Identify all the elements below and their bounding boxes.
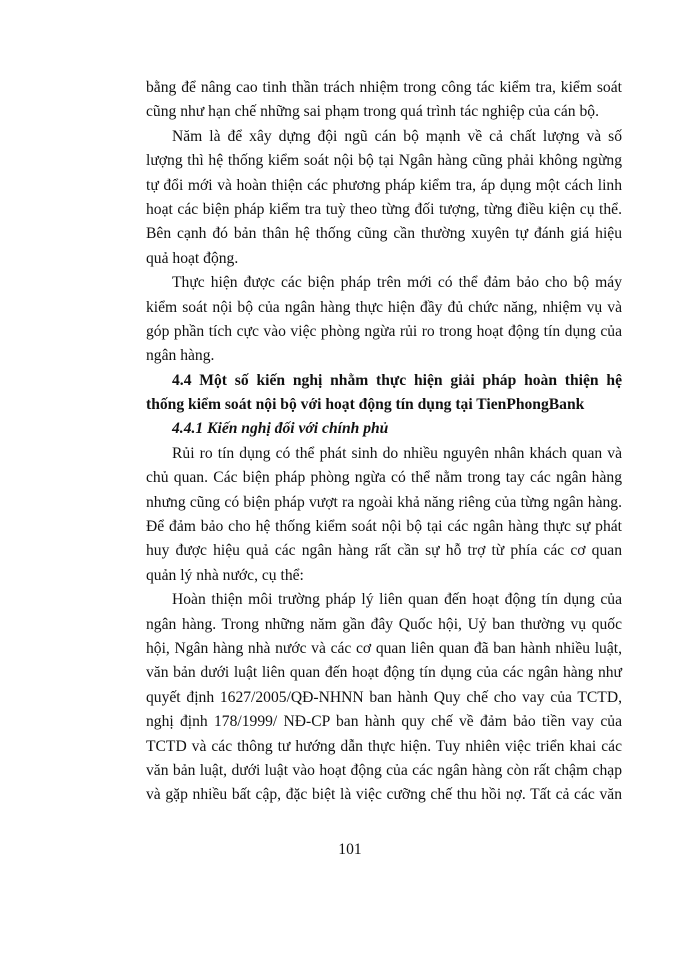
text-line: ngân hàng. [146, 347, 215, 365]
text-line: lượng thì hệ thống kiểm soát nội bộ tại Ngân hàng cũng phải không ngừng [146, 152, 622, 170]
subsection-heading: 4.4.1 Kiến nghị đối với chính phủ [172, 420, 389, 438]
page-number: 101 [338, 841, 362, 858]
text-line: tự đổi mới và hoàn thiện các phương pháp kiểm tra, áp dụng một cách linh [146, 176, 622, 194]
text-line: TCTD và các thông tư hướng dẫn thực hiện. Tuy nhiên việc triển khai các [146, 737, 622, 755]
text-line: hoạt các biện pháp kiểm tra tuỳ theo từng đối tượng, từng điều kiện cụ thể. [146, 200, 622, 218]
text-line: ngân hàng. Trong những năm gần đây Quốc hội, Uỷ ban thường vụ quốc [146, 615, 622, 633]
heading-line: 4.4 Một số kiến nghị nhằm thực hiện giải pháp hoàn thiện hệ [172, 371, 622, 389]
text-line: huy được hiệu quả các ngân hàng rất cần sự hỗ trợ từ phía các cơ quan [146, 542, 622, 560]
text-line: và gặp nhiều bất cập, đặc biệt là việc cưỡng chế thu hồi nợ. Tất cả các văn [146, 786, 622, 804]
paragraph [146, 588, 622, 808]
text-line: Rủi ro tín dụng có thể phát sinh do nhiều nguyên nhân khách quan và [172, 444, 622, 462]
paragraph [146, 442, 622, 588]
text-line: văn bản dưới luật liên quan đến hoạt động tín dụng của các ngân hàng như [146, 664, 622, 682]
text-line: góp phần tích cực vào việc phòng ngừa rủi ro trong hoạt động tín dụng của [146, 322, 622, 340]
heading-line: thống kiểm soát nội bộ với hoạt động tín dụng tại TienPhongBank [146, 396, 585, 414]
text-line: bằng để nâng cao tinh thần trách nhiệm trong công tác kiểm tra, kiểm soát [146, 79, 622, 96]
text-line: cũng như hạn chế những sai phạm trong quá trình tác nghiệp của cán bộ. [146, 103, 599, 121]
text-line: văn bản luật, dưới luật vào hoạt động của các ngân hàng còn rất chậm chạp [146, 761, 622, 779]
text-line: Năm là để xây dựng đội ngũ cán bộ mạnh về cả chất lượng và số [172, 127, 622, 145]
page-body [146, 76, 622, 808]
paragraph [146, 76, 622, 125]
text-line: quản lý nhà nước, cụ thể: [146, 566, 304, 584]
text-line: Hoàn thiện môi trường pháp lý liên quan đến hoạt động tín dụng của [172, 591, 622, 609]
text-line: kiểm soát nội bộ của ngân hàng thực hiện đầy đủ chức năng, nhiệm vụ và [146, 298, 622, 316]
section-heading [146, 369, 622, 418]
text-line: quyết định 1627/2005/QĐ-NHNN ban hành Quy chế cho vay của TCTD, [146, 688, 622, 706]
text-line: chủ quan. Các biện pháp phòng ngừa có thể nằm trong tay các ngân hàng [146, 469, 622, 487]
text-line: nghị định 178/1999/ NĐ-CP ban hành quy chế về đảm bảo tiền vay của [146, 713, 622, 731]
text-line: Bên cạnh đó bản thân hệ thống cũng cần thường xuyên tự đánh giá hiệu [146, 225, 622, 243]
text-line: Để đảm bảo cho hệ thống kiểm soát nội bộ tại các ngân hàng thực sự phát [146, 518, 622, 536]
paragraph [146, 125, 622, 271]
paragraph [146, 271, 622, 369]
text-line: Thực hiện được các biện pháp trên mới có thể đảm bảo cho bộ máy [172, 274, 622, 292]
text-line: quả hoạt động. [146, 249, 239, 267]
text-line: hội, Ngân hàng nhà nước và các cơ quan liên quan đã ban hành nhiều luật, [146, 639, 622, 657]
text-line: nhưng cũng có biện pháp vượt ra ngoài khả năng riêng của từng ngân hàng. [146, 493, 622, 511]
